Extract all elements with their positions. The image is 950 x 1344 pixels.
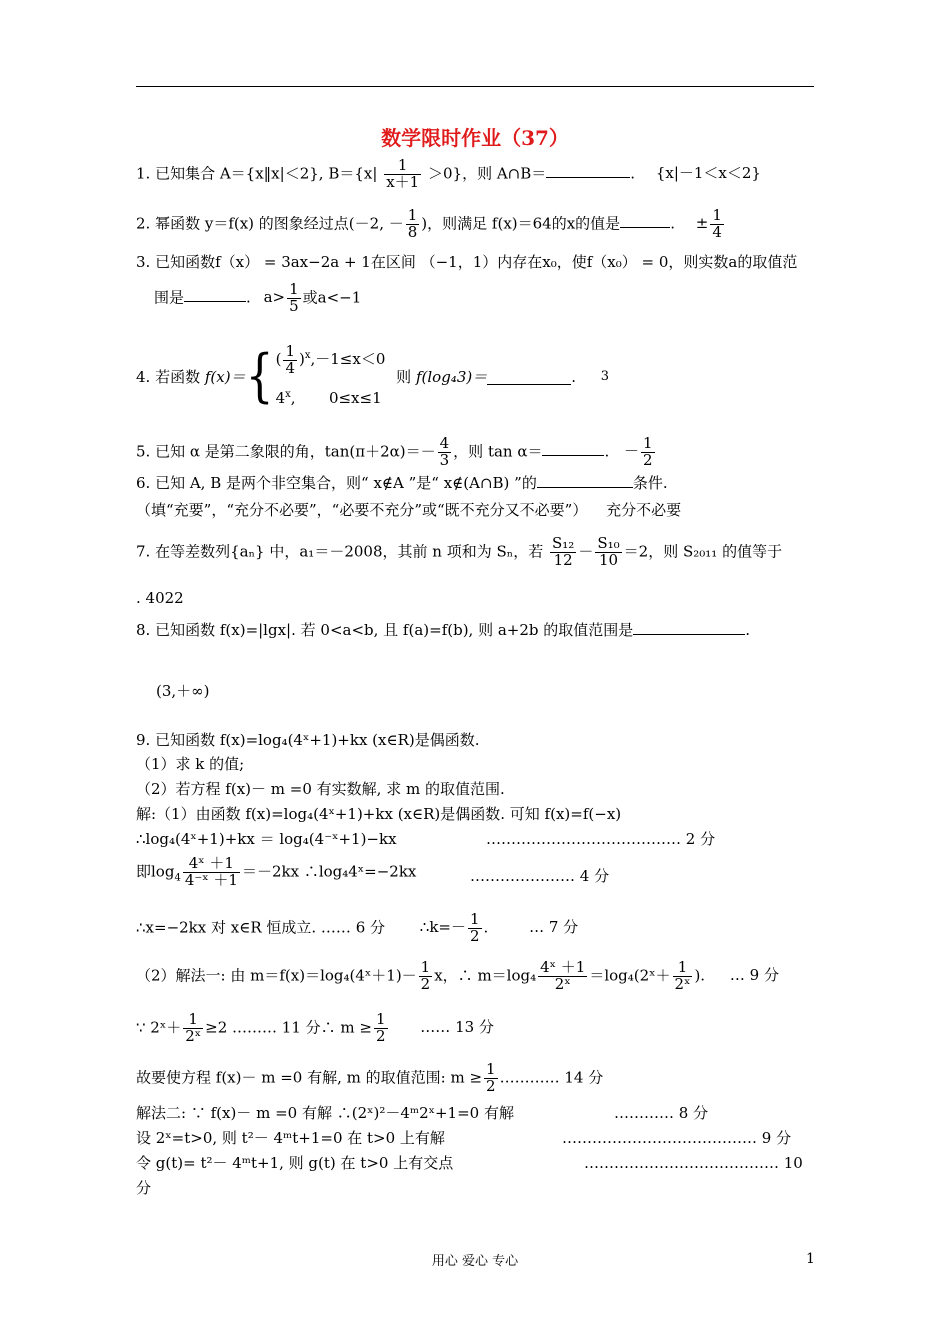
q9-step6 bbox=[136, 1012, 494, 1045]
q9-s5-score: … 9 分 bbox=[729, 966, 779, 985]
q9-s7-frac bbox=[484, 1062, 498, 1095]
q7-frac2 bbox=[595, 536, 621, 569]
q7-text: 7. 在等差数列{aₙ} 中，a₁＝－2008，其前 n 项和为 Sₙ，若 bbox=[136, 542, 544, 561]
q1-answer: {x|－1＜x＜2} bbox=[655, 164, 761, 183]
question-3-line1: 3. 已知函数f（x） = 3ax−2a + 1在区间 （−1，1）内存在x₀，使f（x₀） = 0，则实数a的取值范 bbox=[136, 253, 798, 271]
q9-s5-frac3 bbox=[673, 960, 693, 993]
q9-step3: 即$\log_4$ $\frac{\text{4ˣ ＋1}}{\text{4⁻ˣ ＋1}}$ ＝－2kx ∴log₄4ˣ=−2kx bbox=[136, 854, 417, 889]
q9-step10-score: ………………………………… 10 bbox=[584, 1154, 803, 1172]
q3-answer-prefix: a> bbox=[263, 288, 286, 307]
q9-s2-score: 2 分 bbox=[685, 830, 716, 848]
q4-expr: f(log₄3)＝ bbox=[415, 368, 488, 386]
q9-s7-num: 1 bbox=[486, 1060, 496, 1078]
q9-step9: 设 2ˣ=t>0, 则 t²－ 4ᵐt+1=0 在 t>0 上有解 bbox=[136, 1129, 445, 1147]
q9-s5-num3: 1 bbox=[673, 960, 693, 977]
q9-step10-tail: 分 bbox=[136, 1179, 152, 1197]
q9-s5-den: 2 bbox=[420, 974, 431, 993]
q9-s5-tail: ＝log₄(2ˣ＋ bbox=[589, 966, 671, 985]
q9-s5-mid: x，∴ m＝log₄ bbox=[434, 966, 537, 985]
q7-answer: . 4022 bbox=[136, 589, 184, 607]
q9-s5-pre: （2）解法一: 由 m＝f(x)＝log₄(4ˣ＋1)－ bbox=[136, 966, 417, 985]
question-6-line1 bbox=[136, 473, 668, 493]
q9-s6-den2: 2 bbox=[375, 1026, 386, 1045]
q9-s4-score: … 7 分 bbox=[529, 918, 579, 937]
q9-s6-den: 2ˣ bbox=[185, 1026, 202, 1045]
q7-f2-num: S₁₀ bbox=[597, 534, 620, 552]
q6-answer: 充分不必要 bbox=[606, 501, 682, 519]
q9-s3-den: 4⁻ˣ ＋1 bbox=[184, 870, 238, 889]
q9-step3-score: ………………… 4 分 bbox=[470, 867, 610, 885]
q8-text: 8. 已知函数 f(x)=|lgx|. 若 0<a<b, 且 f(a)=f(b), 则 a+2b 的取值范围是 bbox=[136, 621, 634, 639]
page-number: 1 bbox=[806, 1251, 815, 1267]
q9-s6-num2: 1 bbox=[375, 1010, 386, 1028]
q4-brace: { bbox=[245, 343, 274, 410]
q2-fraction bbox=[406, 208, 420, 241]
q5-tail: ，则 tan α＝ bbox=[453, 442, 543, 461]
q9-s4-den: 2 bbox=[470, 926, 480, 945]
q9-stem: 9. 已知函数 f(x)=log₄(4ˣ+1)+kx (x∈R)是偶函数. bbox=[136, 731, 480, 749]
q2-answer bbox=[710, 208, 724, 241]
q9-step9-score: ………………………………… 9 分 bbox=[562, 1129, 792, 1147]
q9-s3-num: 4ˣ ＋1 bbox=[183, 856, 240, 873]
q2-blank bbox=[620, 213, 670, 228]
q9-s4b: ∴k=－ bbox=[419, 918, 466, 937]
q5-frac bbox=[438, 436, 452, 469]
q9-s7-score: ………… 14 分 bbox=[499, 1068, 604, 1087]
q3-blank bbox=[184, 287, 246, 302]
q4-c1-num: 1 bbox=[285, 341, 295, 360]
page-title: 数学限时作业（37） bbox=[381, 126, 569, 150]
q9-s6-score: …… 13 分 bbox=[420, 1018, 494, 1037]
q4-case1: ( $\frac{1}{4}$ )$^x$,－1≤x＜0 bbox=[275, 341, 386, 377]
question-4: 4. 若函数 f(x)＝{ ( $\frac{1}{4}$ )$^x$,－1≤x＜0 4$^x$, 0≤x≤1 则 f(log₄3)＝ . 3 bbox=[136, 338, 609, 416]
q6-blank bbox=[537, 473, 633, 488]
header-rule bbox=[136, 86, 814, 87]
q9-s4-text: ∴x=−2kx 对 x∈R 恒成立. …… 6 分 bbox=[136, 918, 386, 937]
q5-answer bbox=[641, 436, 655, 469]
q7-minus: － bbox=[578, 542, 594, 561]
q7-tail: ＝2，则 S₂₀₁₁ 的值等于 bbox=[623, 542, 783, 561]
q9-s5-frac1 bbox=[419, 960, 433, 993]
q7-frac1 bbox=[550, 536, 576, 569]
q4-c1-exp: x bbox=[304, 350, 311, 361]
q2-frac-num: 1 bbox=[407, 206, 418, 224]
q5-frac-num: 4 bbox=[439, 434, 450, 452]
q3-line2-text: 围是 bbox=[154, 288, 185, 307]
q7-f1-num: S₁₂ bbox=[552, 534, 575, 552]
q2-ans-den: 4 bbox=[712, 222, 722, 241]
q2-answer-sign: ± bbox=[695, 214, 709, 233]
q9-s4-num: 1 bbox=[470, 910, 480, 928]
question-1: 1. 已知集合 A＝{x‖x|＜2}, B＝{x| $\frac{1}{x+1}$ ＞0}，则 A∩B＝ . {x|－1＜x＜2} bbox=[136, 156, 761, 191]
q3-ans-den: 5 bbox=[289, 296, 299, 315]
q9-s5-num: 1 bbox=[420, 958, 431, 976]
q4-cases bbox=[276, 338, 386, 416]
q4-c2-cond: 0≤x≤1 bbox=[328, 389, 382, 407]
q5-text: 5. 已知 α 是第二象限的角，tan(π＋2α)＝－ bbox=[136, 442, 436, 461]
question-2: 2. 幂函数 y＝f(x) 的图象经过点(－2, － $\frac{1}{8}$ )，则满足 f(x)＝64的x的值是 . ± $\frac{1}{4}$ bbox=[136, 206, 722, 241]
q9-step10: 令 g(t)= t²－ 4ᵐt+1, 则 g(t) 在 t>0 上有交点 bbox=[136, 1154, 454, 1172]
q9-s3-pre: 即log bbox=[136, 862, 175, 881]
q9-step4: ∴x=−2kx 对 x∈R 恒成立. …… 6 分 ∴k=－ $\frac{1}{2}$ . … 7 分 bbox=[136, 910, 579, 945]
q7-f1-den: 12 bbox=[553, 550, 573, 569]
q9-s4-frac bbox=[468, 912, 482, 945]
q1-fraction bbox=[384, 158, 421, 191]
q5-answer-sign: － bbox=[624, 442, 640, 461]
q9-s6-frac1 bbox=[183, 1012, 203, 1045]
q4-fx: f(x)＝ bbox=[204, 368, 246, 386]
page-footer: 用心 爱心 专心 bbox=[431, 1254, 519, 1269]
q9-part2: （2）若方程 f(x)－ m =0 有实数解, 求 m 的取值范围. bbox=[136, 780, 505, 798]
q9-s6-mid: ≥2 ……… 11 分∴ m ≥ bbox=[205, 1018, 372, 1037]
q4-c2-base: 4 bbox=[275, 389, 286, 407]
q4-then: 则 bbox=[396, 368, 412, 386]
q9-step2-score: ………………………………… 2 分 bbox=[486, 830, 716, 848]
q9-s7-pre: 故要使方程 f(x)－ m =0 有解, m 的取值范围: m ≥ bbox=[136, 1068, 483, 1087]
q5-blank bbox=[542, 441, 604, 456]
q1-frac-den: x＋1 bbox=[386, 172, 420, 191]
q9-sol1: 解:（1）由函数 f(x)=log₄(4ˣ+1)+kx (x∈R)是偶函数. 可知 f(x)=f(−x) bbox=[136, 805, 622, 823]
q6-line2-text: （填“充要”，“充分不必要”，“必要不充分”或“既不充分又不必要”） bbox=[136, 501, 588, 519]
q9-step5 bbox=[136, 960, 779, 993]
q9-step2: ∴log₄(4ˣ+1)+kx ＝ log₄(4⁻ˣ+1)−kx bbox=[136, 830, 397, 848]
q9-s5-end: ). bbox=[694, 966, 706, 985]
q9-s3-frac bbox=[183, 856, 240, 889]
question-7 bbox=[136, 536, 782, 569]
q1-blank bbox=[546, 163, 630, 178]
q9-s6-pre: ∵ 2ˣ＋ bbox=[136, 1018, 182, 1037]
q2-ans-num: 1 bbox=[712, 206, 722, 224]
q5-frac-den: 3 bbox=[439, 450, 450, 469]
q4-case2: 4$^x$, 0≤x≤1 bbox=[275, 389, 382, 407]
q9-step8: 解法二: ∵ f(x)－ m =0 有解 ∴(2ˣ)²－4ᵐ2ˣ+1=0 有解 bbox=[136, 1104, 514, 1122]
q7-f2-den: 10 bbox=[598, 550, 619, 569]
q9-s5-frac2 bbox=[538, 960, 587, 993]
q9-step8-score: ………… 8 分 bbox=[614, 1104, 709, 1122]
q4-c1-cond: ,－1≤x＜0 bbox=[310, 350, 386, 368]
question-3-line2: 围是 . a> $\frac{1}{5}$ 或a<−1 bbox=[154, 280, 362, 315]
q9-s5-den3: 2ˣ bbox=[674, 974, 691, 993]
q3-answer-frac bbox=[287, 282, 301, 315]
q9-part1: （1）求 k 的值; bbox=[136, 755, 245, 773]
q9-s5-num2: 4ˣ ＋1 bbox=[540, 958, 586, 976]
question-5: 5. 已知 α 是第二象限的角，tan(π＋2α)＝－ $\frac{4}{3}$ ，则 tan α＝ . － $\frac{1}{2}$ bbox=[136, 434, 653, 469]
q5-ans-den: 2 bbox=[643, 450, 653, 469]
q9-s7-den: 2 bbox=[486, 1076, 496, 1095]
q4-answer: 3 bbox=[600, 369, 610, 384]
q9-s6-frac2 bbox=[374, 1012, 388, 1045]
q9-step7 bbox=[136, 1062, 603, 1095]
q1-tail: ＞0}，则 A∩B＝ bbox=[427, 164, 547, 183]
q8-blank bbox=[633, 620, 745, 635]
q6-line1-text: 6. 已知 A, B 是两个非空集合，则“ x∉A ”是“ x∉(A∩B) ”的 bbox=[136, 474, 537, 492]
q9-s3-score: 4 分 bbox=[579, 867, 610, 885]
q3-ans-num: 1 bbox=[289, 280, 299, 298]
question-8: 8. 已知函数 f(x)=|lgx|. 若 0<a<b, 且 f(a)=f(b), 则 a+2b 的取值范围是 . bbox=[136, 621, 751, 639]
q4-c1-den: 4 bbox=[285, 358, 295, 377]
q5-ans-num: 1 bbox=[643, 434, 653, 452]
q9-s3-mid: ＝－2kx ∴log₄4ˣ=−2kx bbox=[241, 862, 417, 881]
q4-text: 4. 若函数 bbox=[136, 368, 201, 386]
q6-line1-tail: 条件. bbox=[632, 474, 668, 492]
question-6-line2 bbox=[136, 500, 681, 520]
q4-blank bbox=[487, 370, 571, 385]
q2-frac-den: 8 bbox=[407, 222, 418, 241]
q3-answer-suffix: 或a<−1 bbox=[302, 288, 362, 307]
q2-text: 2. 幂函数 y＝f(x) 的图象经过点(－2, － bbox=[136, 214, 404, 233]
q8-answer: (3,＋∞) bbox=[156, 682, 210, 700]
q9-s5-den2: 2ˣ bbox=[554, 974, 571, 993]
q4-case1-frac bbox=[283, 341, 297, 377]
q1-text: 1. 已知集合 A＝{x‖x|＜2}, B＝{x| bbox=[136, 164, 378, 183]
q1-frac-num: 1 bbox=[384, 158, 421, 175]
q9-s6-num: 1 bbox=[183, 1012, 203, 1029]
q4-c2-exp: x bbox=[285, 389, 291, 400]
q2-tail: )，则满足 f(x)＝64的x的值是 bbox=[421, 214, 621, 233]
